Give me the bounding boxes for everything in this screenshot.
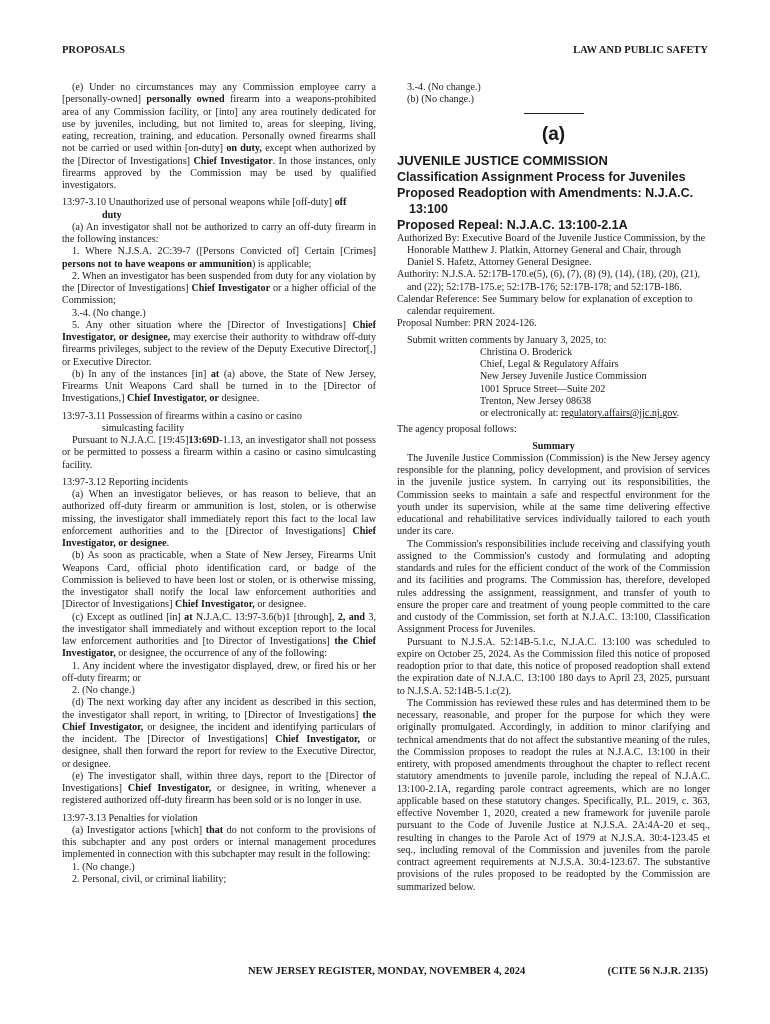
notice-title: Proposed Repeal: N.J.A.C. 13:100-2.1A <box>397 217 628 232</box>
notice-title: Proposed Readoption with Amendments: N.J.A.C. 13:100 <box>397 185 694 216</box>
agency-heading: JUVENILE JUSTICE COMMISSION <box>397 152 608 168</box>
paragraph: (e) The investigator shall, within three days, report to the [Director of Investigations] Chief Investigator, or designee, in writing, whenever a registered authorized off-duty firearm has been sold or is no longer in use. <box>62 770 377 807</box>
header-section-left: PROPOSALS <box>62 45 126 56</box>
paragraph: 1. (No change.) <box>72 861 135 873</box>
email-link[interactable]: regulatory.affairs@jjc.nj.gov <box>561 408 677 419</box>
paragraph: 3.-4. (No change.) <box>407 82 481 93</box>
paragraph: Pursuant to N.J.S.A. 52:14B-5.1.c, N.J.A.C. 13:100 was scheduled to expire on October 25, 2024. As the Commission filed this notice of proposed readoption prior to that date, this notice of proposed readoption shall extend the expiration date of N.J.A.C. 13:100 180 days to April 23, 2025, pursuant to N.J.S.A. 52:14B-5.1.c(2). <box>397 636 710 697</box>
paragraph: 5. Any other situation where the [Director of Investigations] Chief Investigator, or designee, may exercise their authority to withdraw off-duty firearms privileges, subject to the review of the Deputy Executive Director[,] or Executive Director. <box>62 319 376 368</box>
paragraph: 2. Personal, civil, or criminal liability; <box>72 873 227 885</box>
paragraph: (c) Except as outlined [in] at N.J.A.C. 13:97-3.6(b)1 [through], 2, and 3, the investigator shall immediately and without exception report to the local law enforcement authorities and [to Director of Investigations] the Chief Investigator, or designee, the occurrence of any of the following: <box>62 611 376 660</box>
footer-register: NEW JERSEY REGISTER, MONDAY, NOVEMBER 4, 2024 <box>248 966 526 977</box>
authorized-by: Authorized By: Executive Board of the Juvenile Justice Commission, by the Honorable Matthew J. Platkin, Attorney General and Chair, through Daniel S. Hafetz, Attorney General Designee. <box>397 232 706 268</box>
proposal-number: Proposal Number: PRN 2024-126. <box>397 318 537 330</box>
paragraph: 2. When an investigator has been suspended from duty for any violation by the [Director of Investigations] Chief Investigator or a higher official of the Commission; <box>62 270 376 307</box>
page-header <box>62 45 708 61</box>
paragraph: The Commission has reviewed these rules and has determined them to be necessary, reasonable, and proper for the purpose for which they were originally promulgated. Accordingly, in addition to minor clarifying and technical amendments that do not affect the substantive meaning of the rules, the Commission proposes to readopt the rules at N.J.A.C. 13:100 in their entirety, with proposed amendments throughout the chapter to reflect recent statutory amendments to juvenile parole, including the repeal of N.J.A.C. 13:100-2.1A, regarding parole contract agreements, which are no longer applicable based on these statutory changes. Specifically, P.L. 2019, c. 363, effective November 1, 2020, created a new framework for juvenile parole pursuant to the Code of Juvenile Justice at N.J.S.A. 2A:4A-20 et seq., resulting in changes to the Parole Act of 1979 at N.J.S.A. 30:4-123.45 et seq., including removal of the Commission and juveniles from the parole contract agreement requirements at N.J.S.A. 30:4-123.67. The substantive provisions of the rules proposed to be readopted by the Commission are summarized below. <box>397 697 710 893</box>
paragraph: (a) An investigator shall not be authorized to carry an off-duty firearm in the following instances: <box>62 221 376 245</box>
paragraph-e: (e) Under no circumstances may any Commission employee carry a [personally-owned] personally owned firearm into a weapons-prohibited area of any Commission facility, or [into] any area routinely dedicated for use by juveniles, including, but not limited to, areas for sleeping, living, eating, recreation, training, and education. Personally owned firearms shall not be carried or used within [on-duty] on duty, except when authorized by the [Director of Investigations] Chief Investigator. In those instances, only firearms approved by the Commission may be used by qualified investigators. <box>62 82 376 191</box>
section-heading-3-11: 13:97-3.11 Possession of firearms within a casino or casino simulcasting facility <box>62 410 302 434</box>
paragraph: (a) When an investigator believes, or has reason to believe, that an authorized off-duty firearm or ammunition is lost, stolen, or is otherwise missing, the investigator shall immediately report this fact to the local law enforcement authorities and to the [Director of Investigations] Chief Investigator, or designee. <box>62 489 376 549</box>
notice-title: Classification Assignment Process for Juveniles <box>397 169 686 184</box>
paragraph: 3.-4. (No change.) <box>72 307 146 319</box>
calendar-reference: Calendar Reference: See Summary below for explanation of exception to calendar requirement. <box>397 293 693 317</box>
divider <box>524 113 584 114</box>
notice-marker: (a) <box>541 123 566 145</box>
paragraph: (a) Investigator actions [which] that do not conform to the provisions of this subchapter and any post orders or internal management procedures implemented in connection with this subchapter may result in the following: <box>62 824 376 861</box>
paragraph: 1. Where N.J.S.A. 2C:39-7 ([Persons Convicted of] Certain [Crimes] persons not to have weapons or ammunition) is applicable; <box>62 246 376 270</box>
paragraph: 1. Any incident where the investigator displayed, drew, or fired his or her off-duty firearm; or <box>62 660 376 684</box>
address-line: or electronically at: regulatory.affairs@jjc.nj.gov. <box>480 408 680 419</box>
paragraph: (b) As soon as practicable, when a State of New Jersey, Firearms Unit Weapons Card, official photo identification card, or badge of the Commission is believed to have been lost or stolen, or is otherwise missing, the investigator shall notify the local law enforcement authorities and [Director of Investigations] Chief Investigator, or designee. <box>62 550 376 611</box>
section-heading-3-10: 13:97-3.10 Unauthorized use of personal weapons while [off-duty] off duty <box>62 197 347 221</box>
paragraph: The Commission's responsibilities include receiving and classifying youth assigned to the Commission's custody and formulating and adopting standards and rules for the efficient conduct of the work of the Commission and its facilities and programs. The Commission has, therefore, developed rules addressing the assignment, reassignment, and transfer of youth to ensure the proper care and treatment of young people committed to the care and custody of the Commission, set forth at N.J.A.C. 13:100, Classification Assignment Process for Juveniles. <box>397 538 710 636</box>
paragraph: The Juvenile Justice Commission (Commission) is the New Jersey agency responsible for the planning, policy development, and provision of services in the juvenile justice system. In carrying out its responsibilities, the Commission seeks to maintain a safe and respectful environment for the youth under its supervision, while at the same time delivering effective educational and rehabilitative services individually tailored to each youth under its care. <box>397 452 710 538</box>
address-line: Chief, Legal & Regulatory Affairs <box>480 359 619 370</box>
footer-cite: (CITE 56 N.J.R. 2135) <box>607 966 708 977</box>
paragraph: Pursuant to N.J.A.C. [19:45]13:69D-1.13, an investigator shall not possess or be permitted to possess a firearm within a casino or casino simulcasting facility. <box>62 435 376 471</box>
authority: Authority: N.J.S.A. 52:17B-170.e(5), (6), (7), (8) (9), (14), (18), (20), (21), and (22); 52:17B-175.e; 52:17B-176; 52:17B-178; and 52:17B-186. <box>397 269 701 293</box>
paragraph: (d) The next working day after any incident as described in this section, the investigator shall report, in writing, to [Director of Investigations] the Chief Investigator, or designee, the incident and identifying particulars of the incident. The [Director of Investigations] Chief Investigator, or designee, shall then forward the report for review to the Executive Director, or designee. <box>62 697 376 770</box>
section-heading-3-13: 13:97-3.13 Penalties for violation <box>62 812 198 824</box>
address-line: Trenton, New Jersey 08638 <box>480 395 592 407</box>
paragraph: (b) (No change.) <box>407 94 474 106</box>
summary-heading: Summary <box>532 440 575 452</box>
address-line: Christina O. Broderick <box>480 346 573 358</box>
header-section-right: LAW AND PUBLIC SAFETY <box>573 45 708 56</box>
right-column <box>397 82 710 894</box>
page-footer <box>62 966 708 982</box>
paragraph: 2. (No change.) <box>72 685 135 696</box>
submit-comments: Submit written comments by January 3, 2025, to: <box>407 334 607 346</box>
section-heading-3-12: 13:97-3.12 Reporting incidents <box>62 476 188 488</box>
left-column <box>62 82 376 886</box>
address-line: 1001 Spruce Street—Suite 202 <box>480 383 606 395</box>
paragraph: (b) In any of the instances [in] at (a) above, the State of New Jersey, Firearms Unit Weapons Card shall be turned in to the [Director of Investigations,] Chief Investigator, or designee. <box>62 368 376 405</box>
paragraph: The agency proposal follows: <box>397 424 517 436</box>
address-line: New Jersey Juvenile Justice Commission <box>480 371 647 383</box>
